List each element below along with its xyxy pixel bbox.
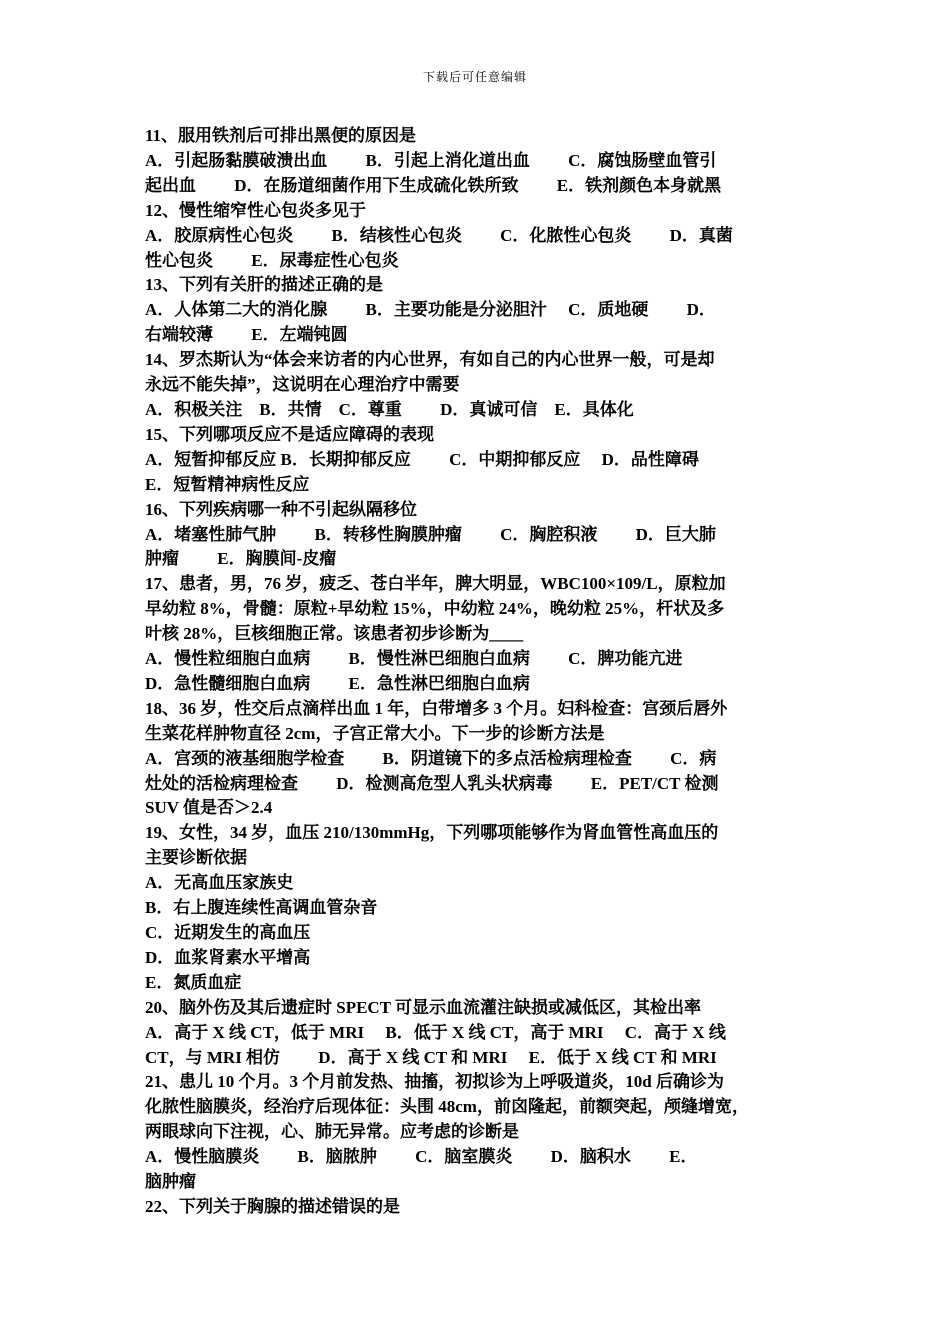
text-line: 灶处的活检病理检查 D．检测高危型人乳头状病毒 E．PET/CT 检测 bbox=[145, 773, 719, 793]
text-line: D．急性髓细胞白血病 E．急性淋巴细胞白血病 bbox=[145, 673, 530, 693]
text-line: C．近期发生的高血压 bbox=[145, 923, 311, 942]
text-line: A．胶原病性心包炎 B．结核性心包炎 C．化脓性心包炎 D．真菌 bbox=[145, 225, 733, 245]
text-line: A．人体第二大的消化腺 B．主要功能是分泌胆汁 C．质地硬 D． bbox=[145, 300, 716, 320]
text-line: A．堵塞性肺气肿 B．转移性胸膜肿瘤 C．胸腔积液 D．巨大肺 bbox=[145, 524, 716, 544]
text-line: E．氮质血症 bbox=[145, 972, 242, 992]
text-line: A．高于 X 线 CT，低于 MRI B．低于 X 线 CT，高于 MRI C．高于 X 线 bbox=[145, 1022, 726, 1042]
text-line: 16、下列疾病哪一种不引起纵隔移位 bbox=[145, 499, 417, 519]
text-line: 性心包炎 E．尿毒症性心包炎 bbox=[145, 250, 399, 270]
text-line: 14、罗杰斯认为“体会来访者的内心世界，有如自己的内心世界一般，可是却 bbox=[145, 350, 715, 370]
text-line: 18、36 岁，性交后点滴样出血 1 年，白带增多 3 个月。妇科检查：宫颈后唇外 bbox=[145, 698, 728, 718]
text-line: A．短暂抑郁反应 B．长期抑郁反应 C．中期抑郁反应 D．品性障碍 bbox=[145, 449, 699, 469]
text-line: 生菜花样肿物直径 2cm，子宫正常大小。下一步的诊断方法是 bbox=[145, 723, 605, 743]
text-line: 12、慢性缩窄性心包炎多见于 bbox=[145, 200, 366, 220]
text-line: 叶核 28%，巨核细胞正常。该患者初步诊断为____ bbox=[145, 624, 524, 644]
text-line: CT，与 MRI 相仿 D．高于 X 线 CT 和 MRI E．低于 X 线 CT 和 MRI bbox=[145, 1047, 717, 1067]
question-body bbox=[145, 124, 815, 1220]
text-line: 主要诊断依据 bbox=[145, 848, 247, 868]
page-header: 下载后可任意编辑 bbox=[422, 70, 527, 84]
text-line: 19、女性，34 岁，血压 210/130mmHg，下列哪项能够作为肾血管性高血压的 bbox=[145, 823, 719, 843]
text-line: A．无高血压家族史 bbox=[145, 873, 294, 893]
text-line: 永远不能失掉”，这说明在心理治疗中需要 bbox=[145, 375, 460, 395]
text-line: 21、患儿 10 个月。3 个月前发热、抽搐，初拟诊为上呼吸道炎，10d 后确诊为 bbox=[145, 1072, 724, 1092]
text-line: A．引起肠黏膜破溃出血 B．引起上消化道出血 C．腐蚀肠壁血管引 bbox=[145, 150, 717, 170]
text-line: 两眼球向下注视，心、肺无异常。应考虑的诊断是 bbox=[145, 1122, 519, 1142]
text-line: 脑肿瘤 bbox=[145, 1172, 196, 1192]
text-line: 13、下列有关肝的描述正确的是 bbox=[145, 275, 383, 295]
text-line: 22、下列关于胸腺的描述错误的是 bbox=[145, 1196, 400, 1216]
text-line: A．慢性粒细胞白血病 B．慢性淋巴细胞白血病 C．脾功能亢进 bbox=[145, 649, 683, 669]
text-line: D．血浆肾素水平增高 bbox=[145, 947, 311, 967]
text-line: E．短暂精神病性反应 bbox=[145, 474, 310, 494]
text-line: 17、患者，男，76 岁，疲乏、苍白半年，脾大明显，WBC100×109/L，原粒加 bbox=[145, 574, 726, 594]
text-line: 早幼粒 8%，骨髓：原粒+早幼粒 15%，中幼粒 24%，晚幼粒 25%，杆状及多 bbox=[145, 599, 725, 619]
text-line: 右端较薄 E．左端钝圆 bbox=[145, 325, 348, 345]
text-line: 化脓性脑膜炎，经治疗后现体征：头围 48cm，前囟隆起，前额突起，颅缝增宽， bbox=[145, 1097, 749, 1117]
text-line: A．积极关注 B．共情 C．尊重 D．真诚可信 E．具体化 bbox=[145, 399, 634, 419]
text-line: 15、下列哪项反应不是适应障碍的表现 bbox=[145, 424, 434, 444]
text-line: 起出血 D．在肠道细菌作用下生成硫化铁所致 E．铁剂颜色本身就黑 bbox=[145, 175, 722, 195]
text-line: 20、脑外伤及其后遗症时 SPECT 可显示血流灌注缺损或减低区，其检出率 bbox=[145, 997, 701, 1017]
text-line: B．右上腹连续性高调血管杂音 bbox=[145, 898, 378, 918]
text-line: A．慢性脑膜炎 B．脑脓肿 C．脑室膜炎 D．脑积水 E． bbox=[145, 1147, 698, 1167]
text-line: SUV 值是否＞2.4 bbox=[145, 798, 273, 818]
text-line: 11、服用铁剂后可排出黑便的原因是 bbox=[145, 126, 417, 145]
text-line: 肿瘤 E．胸膜间-皮瘤 bbox=[145, 549, 337, 569]
text-line: A．宫颈的液基细胞学检查 B．阴道镜下的多点活检病理检查 C．病 bbox=[145, 748, 717, 768]
